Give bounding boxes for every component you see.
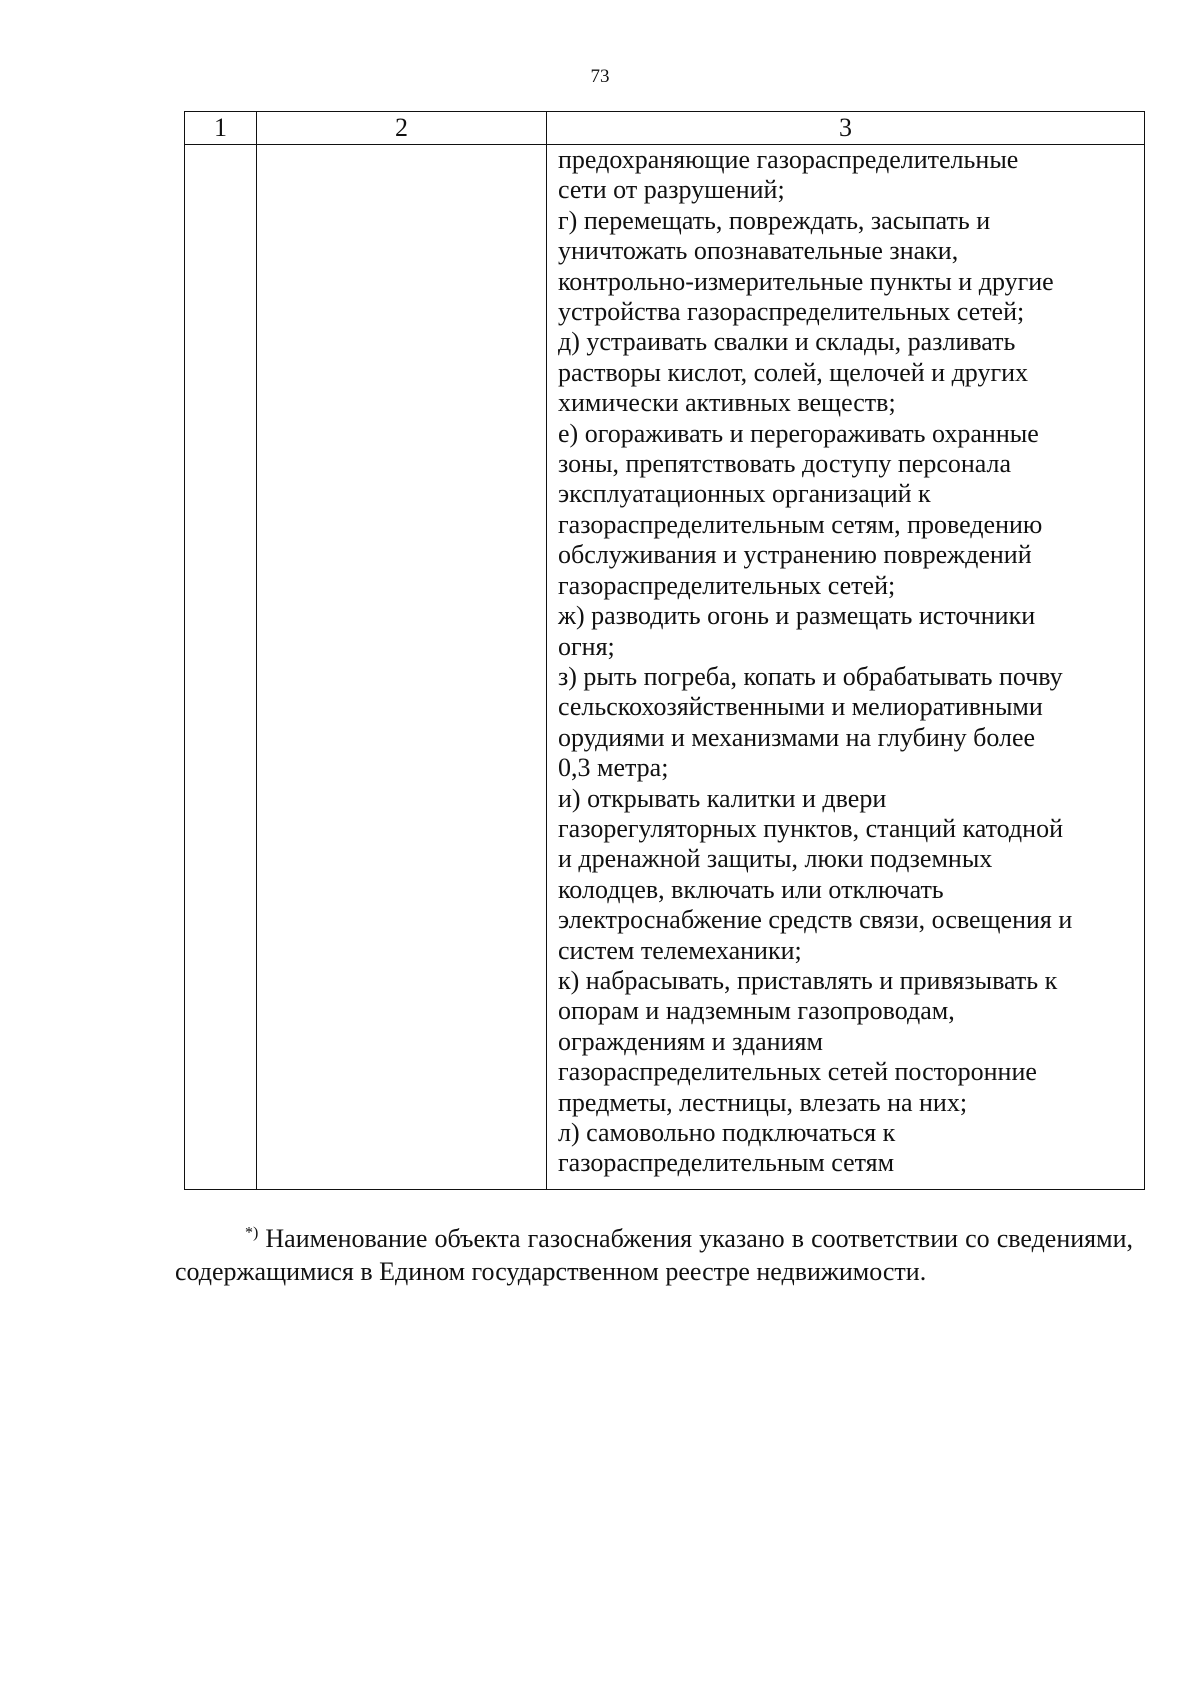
text-line: и дренажной защиты, люки подземных: [558, 844, 993, 874]
text-line: обслуживания и устранению повреждений: [558, 540, 1032, 570]
text-line: г) перемещать, повреждать, засыпать и: [558, 205, 991, 235]
text-line: газораспределительных сетей;: [558, 570, 896, 600]
column-header-2: 2: [257, 112, 547, 145]
text-line: ж) разводить огонь и размещать источники: [558, 601, 1036, 631]
text-line: предметы, лестницы, влезать на них;: [558, 1087, 968, 1117]
text-line: газораспределительных сетей посторонние: [558, 1057, 1037, 1087]
text-line: химически активных веществ;: [558, 388, 896, 418]
cell-col-2: [257, 145, 547, 1190]
cell-col-3: [547, 145, 1145, 1190]
text-line: зоны, препятствовать доступу персонала: [558, 449, 1012, 479]
text-line: ограждениям и зданиям: [558, 1026, 823, 1056]
text-line: к) набрасывать, приставлять и привязывать к: [558, 965, 1058, 995]
footnote: [175, 1222, 1133, 1288]
column-header-3: 3: [547, 112, 1145, 145]
text-line: эксплуатационных организаций к: [558, 479, 931, 509]
text-line: систем телемеханики;: [558, 935, 802, 965]
text-line: газорегуляторных пунктов, станций катодной: [558, 813, 1063, 843]
text-line: газораспределительным сетям, проведению: [558, 509, 1043, 539]
text-line: предохраняющие газораспределительные: [558, 145, 1019, 174]
cell-col-1: [185, 145, 257, 1190]
text-line: устройства газораспределительных сетей;: [558, 297, 1025, 327]
text-line: электроснабжение средств связи, освещения и: [558, 905, 1073, 935]
text-line: орудиями и механизмами на глубину более: [558, 722, 1036, 752]
text-line: з) рыть погреба, копать и обрабатывать почву: [558, 661, 1063, 691]
text-line: растворы кислот, солей, щелочей и других: [558, 357, 1029, 387]
text-line: колодцев, включать или отключать: [558, 874, 944, 904]
text-line: л) самовольно подключаться к: [558, 1118, 896, 1147]
footnote-marker: *): [245, 1224, 259, 1242]
text-line: контрольно-измерительные пункты и другие: [558, 266, 1054, 296]
page-number: 73: [590, 66, 610, 87]
table-row: [185, 145, 1145, 1190]
text-line: опорам и надземным газопроводам,: [558, 996, 955, 1026]
text-line: уничтожать опознавательные знаки,: [558, 236, 959, 266]
text-line: огня;: [558, 631, 615, 661]
text-line: е) огораживать и перегораживать охранные: [558, 418, 1039, 448]
footnote-text: Наименование объекта газоснабжения указано в соответствии со сведениями, содержащимися в Едином государственном реестре недвижимости.: [175, 1224, 1133, 1286]
prohibitions-text: [547, 145, 1144, 1179]
table-header-row: [185, 112, 1145, 145]
text-line: сельскохозяйственными и мелиоративными: [558, 692, 1043, 722]
column-header-1: 1: [185, 112, 257, 145]
text-line: д) устраивать свалки и склады, разливать: [558, 327, 1016, 357]
text-line: газораспределительным сетям: [558, 1148, 895, 1178]
text-line: 0,3 метра;: [558, 753, 669, 783]
text-line: сети от разрушений;: [558, 175, 785, 205]
document-table: [184, 111, 1145, 1190]
text-line: и) открывать калитки и двери: [558, 783, 887, 813]
